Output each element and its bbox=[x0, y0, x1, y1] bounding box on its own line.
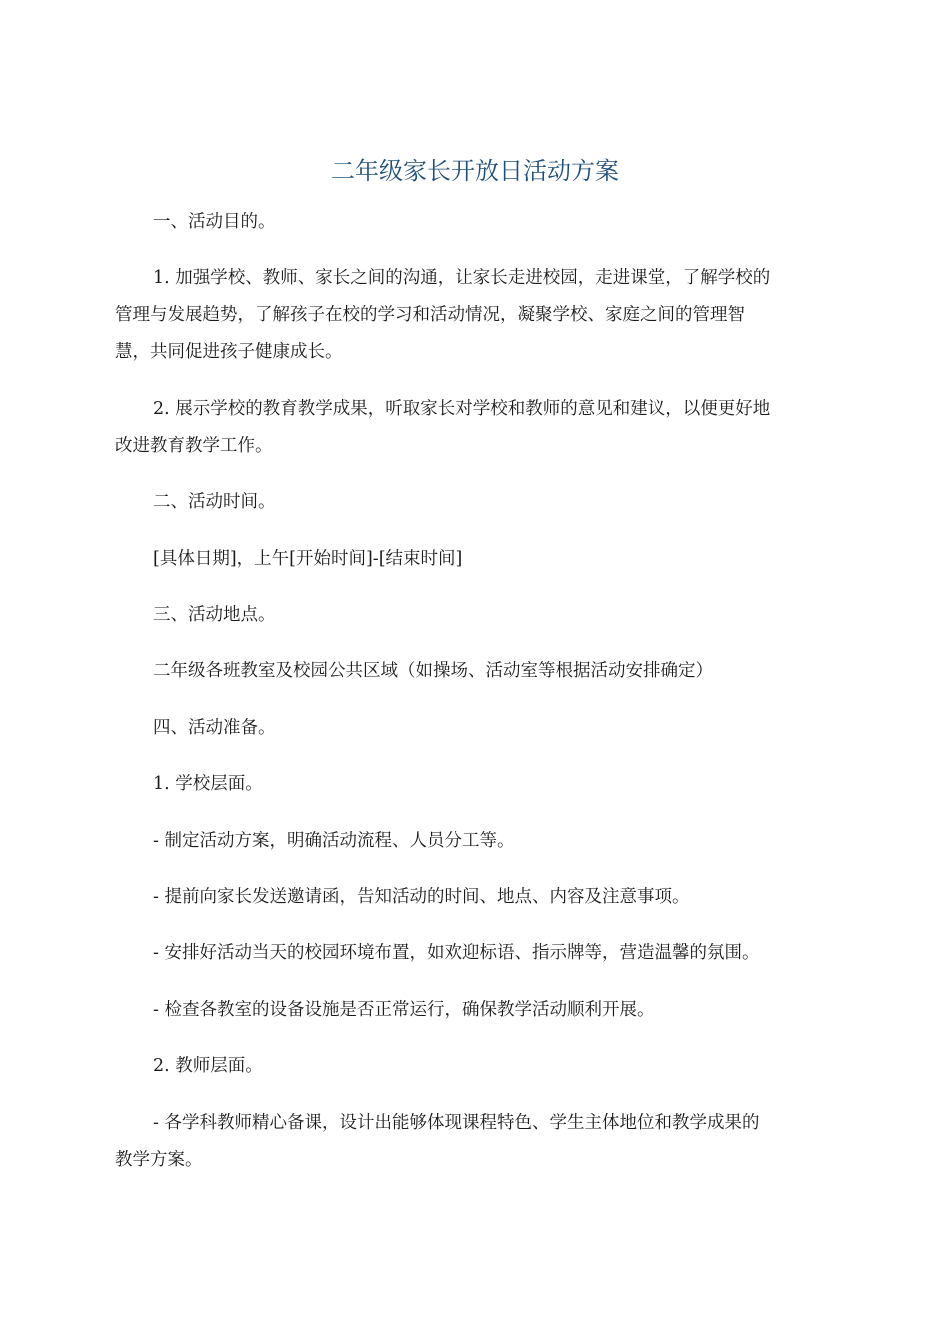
list-item: - 安排好活动当天的校园环境布置，如欢迎标语、指示牌等，营造温馨的氛围。 bbox=[153, 943, 760, 963]
paragraph-line: 慧，共同促进孩子健康成长。 bbox=[115, 342, 343, 362]
subsection-heading: 1. 学校层面。 bbox=[153, 774, 263, 794]
subsection-heading: 2. 教师层面。 bbox=[153, 1056, 263, 1076]
list-item: - 各学科教师精心备课，设计出能够体现课程特色、学生主体地位和教学成果的 bbox=[153, 1113, 760, 1133]
paragraph-line: 二年级各班教室及校园公共区域（如操场、活动室等根据活动安排确定） bbox=[153, 661, 713, 681]
list-item: - 检查各教室的设备设施是否正常运行，确保教学活动顺利开展。 bbox=[153, 1000, 655, 1020]
section-heading-time: 二、活动时间。 bbox=[153, 492, 276, 512]
paragraph-line: 管理与发展趋势，了解孩子在校的学习和活动情况，凝聚学校、家庭之间的管理智 bbox=[115, 305, 745, 325]
section-heading-purpose: 一、活动目的。 bbox=[153, 212, 276, 232]
section-heading-location: 三、活动地点。 bbox=[153, 605, 276, 625]
section-heading-preparation: 四、活动准备。 bbox=[153, 718, 276, 738]
list-item: - 提前向家长发送邀请函，告知活动的时间、地点、内容及注意事项。 bbox=[153, 887, 690, 907]
paragraph-line: 2. 展示学校的教育教学成果，听取家长对学校和教师的意见和建议，以便更好地 bbox=[153, 399, 771, 419]
paragraph-line: [具体日期]，上午[开始时间]-[结束时间] bbox=[153, 549, 463, 569]
list-item-continuation: 教学方案。 bbox=[115, 1150, 203, 1170]
list-item: - 制定活动方案，明确活动流程、人员分工等。 bbox=[153, 831, 515, 851]
paragraph-line: 改进教育教学工作。 bbox=[115, 436, 273, 456]
document-title: 二年级家长开放日活动方案 bbox=[331, 157, 619, 185]
paragraph-line: 1. 加强学校、教师、家长之间的沟通，让家长走进校园，走进课堂，了解学校的 bbox=[153, 268, 771, 288]
